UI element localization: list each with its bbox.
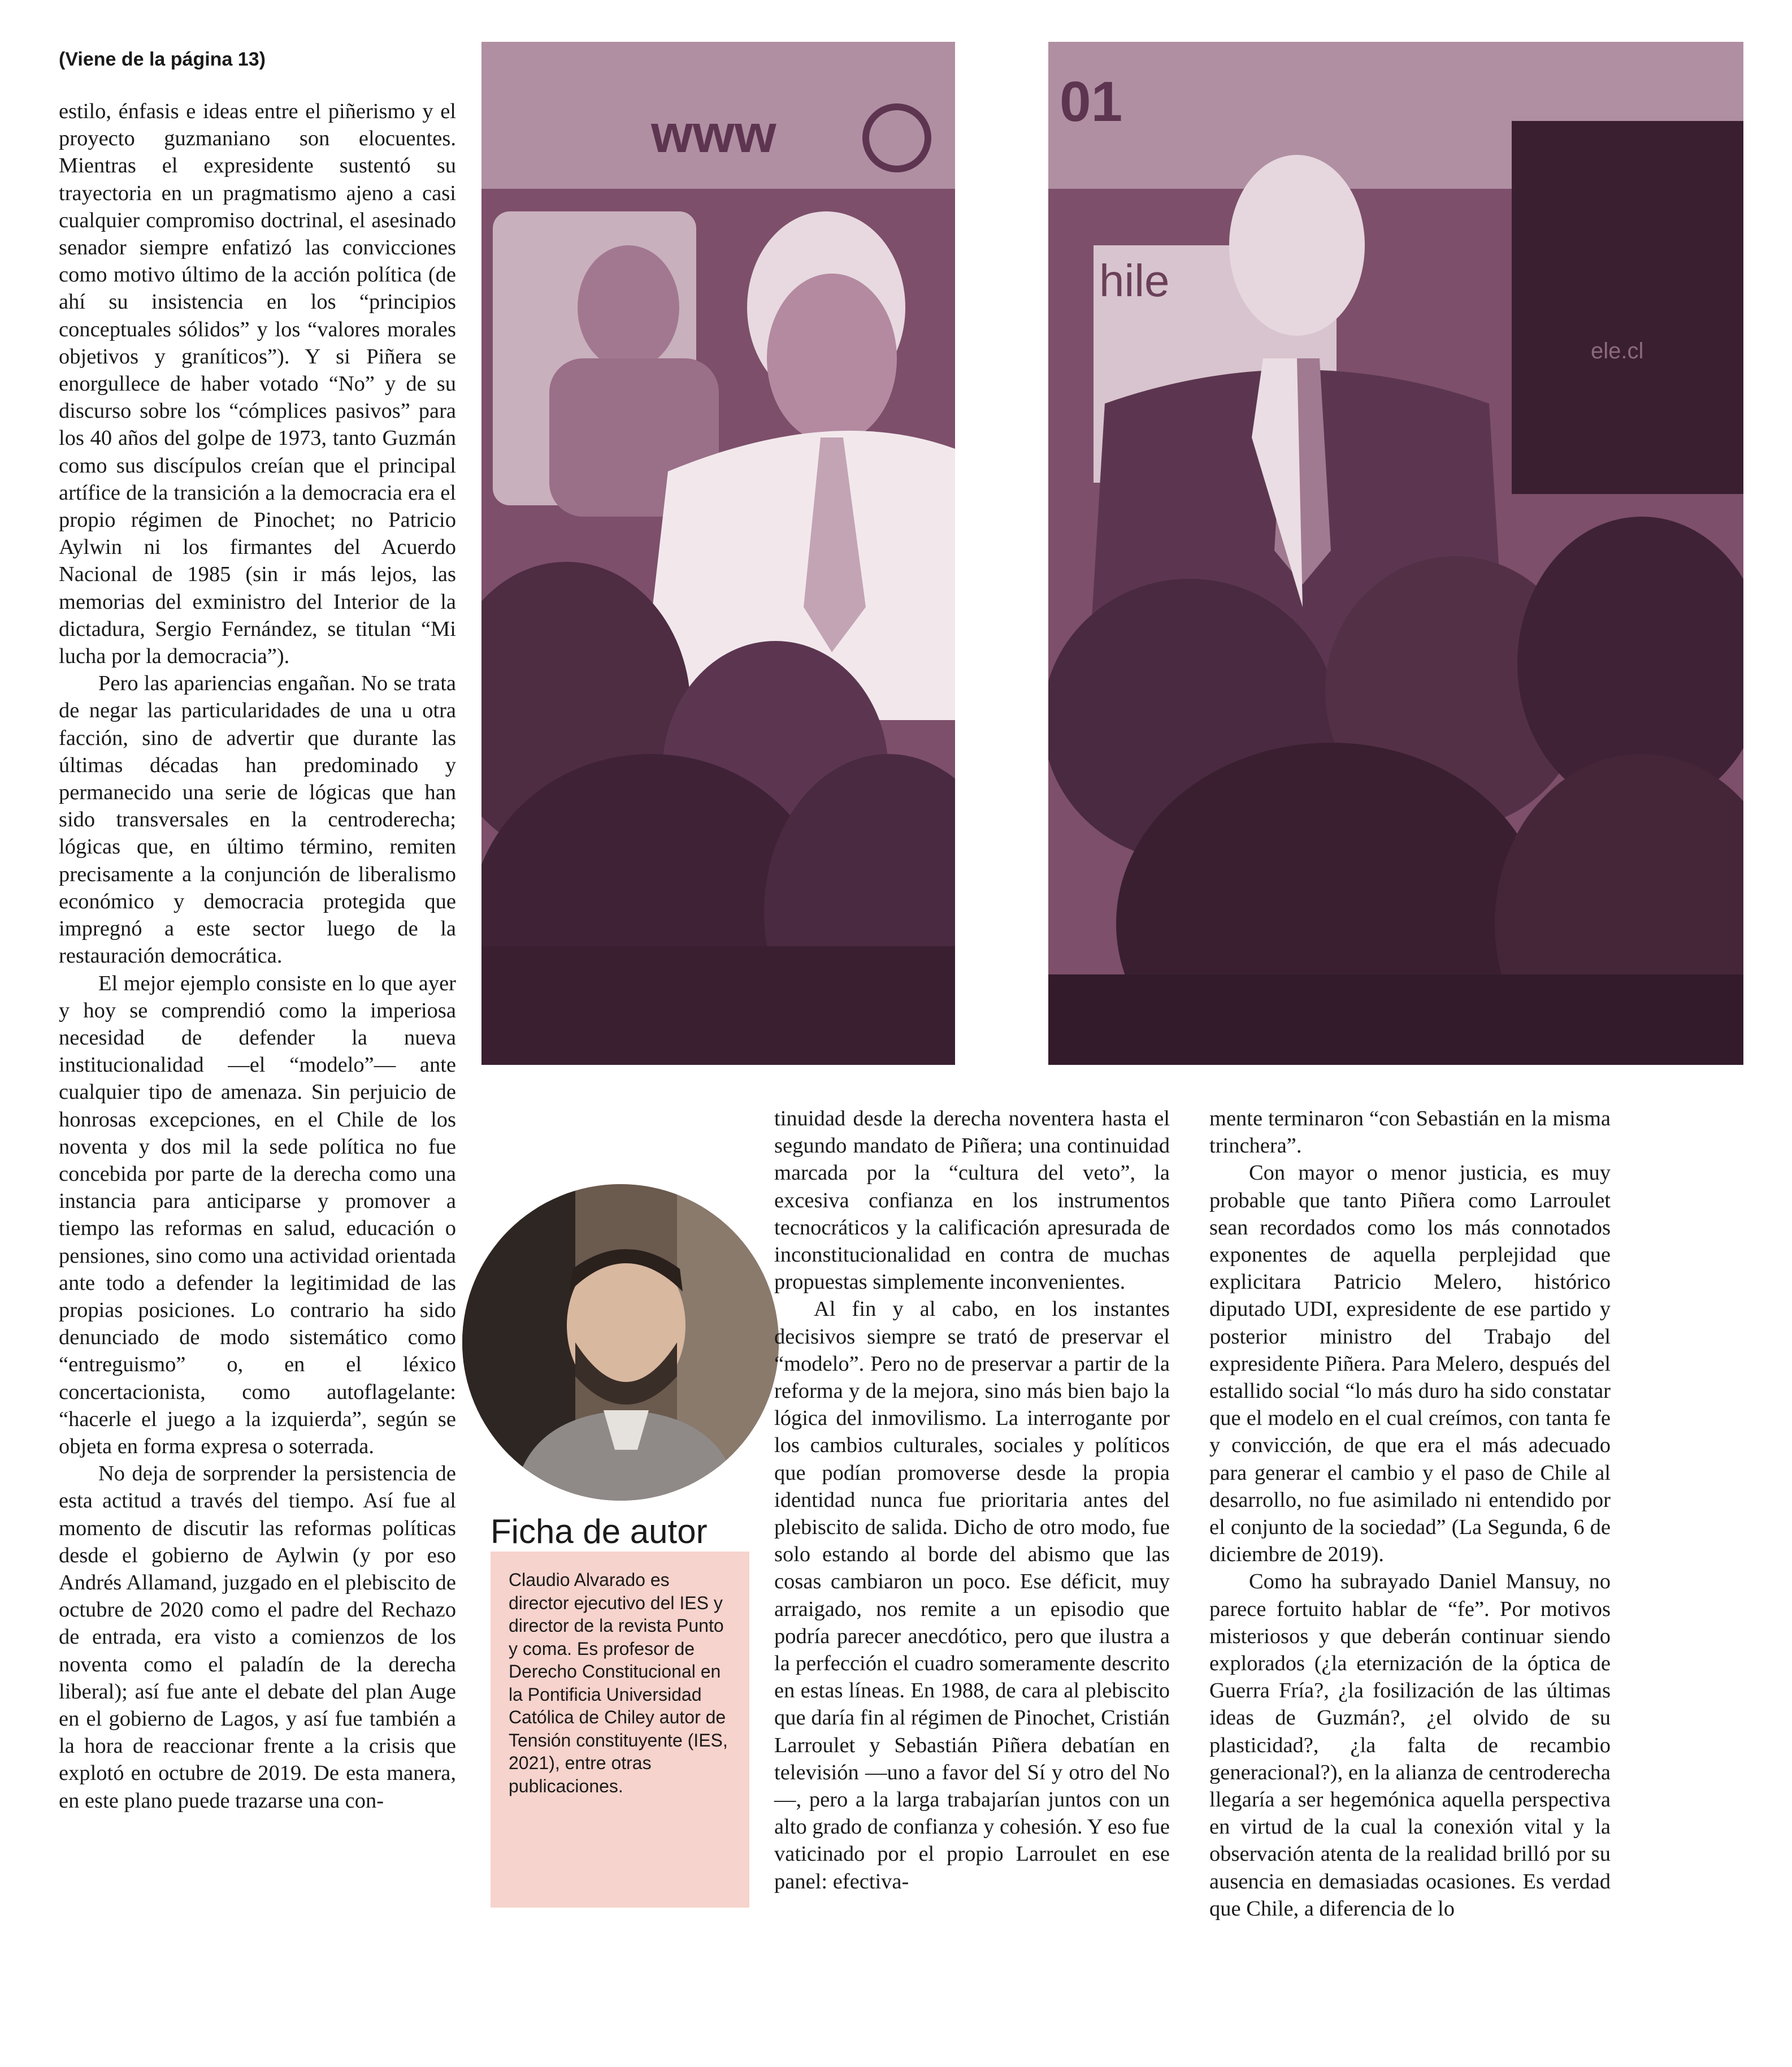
photo-left-illustration bbox=[481, 42, 955, 1065]
paragraph: Con mayor o menor justicia, es muy probable que tanto Piñera como Larroulet sean recordados como los más connotados exponentes de aquella perplejidad que explicitara Patricio Melero, histórico diputado UDI, expresidente de ese partido y posterior ministro del Trabajo del expresidente Piñera. Para Melero, después del estallido social “lo más duro ha sido constatar que el modelo en el cual creímos, con tanta fe y convicción, de que era el más adecuado para generar el cambio y el paso de Chile al desarrollo, no fue asimilado ni entendido por el conjunto de la sociedad” (La Segunda, 6 de diciembre de 2019). bbox=[1209, 1161, 1611, 1567]
author-photo bbox=[462, 1184, 779, 1501]
paragraph: No deja de sorprender la persistencia de esta actitud a través del tiempo. Así fue al momento de discutir las reformas políticas desde el gobierno de Aylwin (y por eso Andrés Allamand, juzgado en el plebiscito de octubre de 2020 como el padre del Rechazo de entrada, era visto a comienzos de los noventa como el paladín de la derecha liberal); así fue ante el debate del plan Auge en el gobierno de Lagos, y así fue también a la hora de reaccionar frente a la crisis que explotó en octubre de 2019. De esta manera, en este plano puede trazarse una con- bbox=[59, 1462, 456, 1813]
article-photo-left bbox=[481, 42, 955, 1065]
article-column-2 bbox=[774, 1105, 1170, 1895]
paragraph: mente terminaron “con Sebastián en la misma trinchera”. bbox=[1209, 1107, 1611, 1158]
paragraph: estilo, énfasis e ideas entre el piñerismo y el proyecto guzmaniano son elocuentes. Mientras el expresidente sustentó su trayectoria en un pragmatismo ajeno a casi cualquier compromiso doctrinal, el asesinado senador siempre enfatizó las convicciones como motivo último de la acción política (de ahí su insistencia en los “principios conceptuales sólidos” y los “valores morales objetivos y graníticos”). Y si Piñera se enorgullece de haber votado “No” y de su discurso sobre los “cómplices pasivos” para los 40 años del golpe de 1973, tanto Guzmán como sus discípulos creían que el principal artífice de la transición a la democracia era el propio régimen de Pinochet; no Patricio Aylwin ni los firmantes del Acuerdo Nacional de 1985 (sin ir más lejos, las memorias del exministro del Interior de la dictadura, Sergio Fernández, se titulan “Mi lucha por la democracia”). bbox=[59, 99, 456, 669]
paragraph: Pero las apariencias engañan. No se trata de negar las particularidades de una u otra facción, sino de advertir que durante las últimas décadas han predominado y permanecido una serie de lógicas que han sido transversales en la centroderecha; lógicas que, en último término, remiten precisamente a la conjunción de liberalismo económico y democracia protegida que impregnó a este sector luego de la restauración democrática. bbox=[59, 671, 456, 968]
paragraph: El mejor ejemplo consiste en lo que ayer y hoy se comprendió como la imperiosa necesidad de defender la nueva institucionalidad —el “modelo”— ante cualquier tipo de amenaza. Sin perjuicio de honrosas excepciones, en el Chile de los noventa y dos mil la sede política no fue concebida por parte de la derecha como una instancia para anticiparse y promover a tiempo las reformas en salud, educación o pensiones, sino como una actividad orientada ante todo a defender la legitimidad de las propias posiciones. Lo contrario ha sido denunciado de modo sistemático como “entreguismo” o, en el léxico concertacionista, como autoflagelante: “hacerle el juego a la izquierda”, según se objeta en forma expresa o soterrada. bbox=[59, 971, 456, 1458]
bus-sign-chile: hile bbox=[1099, 255, 1170, 306]
bio-box: Claudio Alvarado es director ejecutivo del IES y director de la revista Punto y coma. Es profesor de Derecho Constitucional en la Pontificia Universidad Católica de Chiley autor de Tensión constituyente (IES, 2021), entre otras publicaciones. bbox=[491, 1552, 749, 1908]
continuation-note: (Viene de la página 13) bbox=[59, 49, 266, 70]
article-column-3 bbox=[1209, 1105, 1611, 1922]
bus-sign-number: 01 bbox=[1060, 70, 1123, 133]
bus-sign-site: ele.cl bbox=[1591, 339, 1644, 363]
bio-title: Ficha de autor bbox=[491, 1513, 708, 1550]
photo-right-illustration bbox=[1048, 42, 1743, 1065]
paragraph: Al fin y al cabo, en los instantes decisivos siempre se trató de preservar el “modelo”. Pero no de preservar a partir de la reforma y de la mejora, sino más bien bajo la lógica del inmovilismo. La interrogante por los cambios culturales, sociales y políticos que podían promoverse desde la propia identidad nunca fue prioritaria antes del plebiscito de salida. Dicho de otro modo, fue solo estando al borde del abismo que las cosas cambiaron un poco. Ese déficit, muy arraigado, nos remite a un episodio que podría parecer anecdótico, pero que ilustra a la perfección el cuadro someramente descrito en estas líneas. En 1988, de cara al plebiscito que daría fin al régimen de Pinochet, Cristián Larroulet y Sebastián Piñera debatían en televisión —uno a favor del Sí y otro del No—, pero a la larga trabajarían juntos con un alto grado de confianza y cohesión. Y eso fue vaticinado por el propio Larroulet en ese panel: efectiva- bbox=[774, 1297, 1170, 1893]
bus-sign-www: www bbox=[651, 104, 776, 164]
paragraph: Como ha subrayado Daniel Mansuy, no parece fortuito hablar de “fe”. Por motivos misteriosos y que deberán continuar siendo explorados (¿la eternización de la óptica de Guerra Fría?, ¿la fosilización de las últimas ideas de Guzmán?, ¿el olvido de su plasticidad?, ¿la falta de recambio generacional?), en la alianza de centroderecha llegaría a ser hegemónica aquella perspectiva en virtud de la cual la conexión vital y la observación atenta de la realidad brilló por su ausencia en demasiadas ocasiones. Es verdad que Chile, a diferencia de lo bbox=[1209, 1570, 1611, 1921]
paragraph: tinuidad desde la derecha noventera hasta el segundo mandato de Piñera; una continuidad marcada por la “cultura del veto”, la excesiva confianza en los instrumentos tecnocráticos y la calificación apresurada de inconstitucionalidad en contra de muchas propuestas simplemente inconvenientes. bbox=[774, 1107, 1170, 1294]
article-column-1 bbox=[59, 98, 456, 1814]
author-portrait bbox=[462, 1184, 779, 1501]
article-photo-right bbox=[1048, 42, 1743, 1065]
